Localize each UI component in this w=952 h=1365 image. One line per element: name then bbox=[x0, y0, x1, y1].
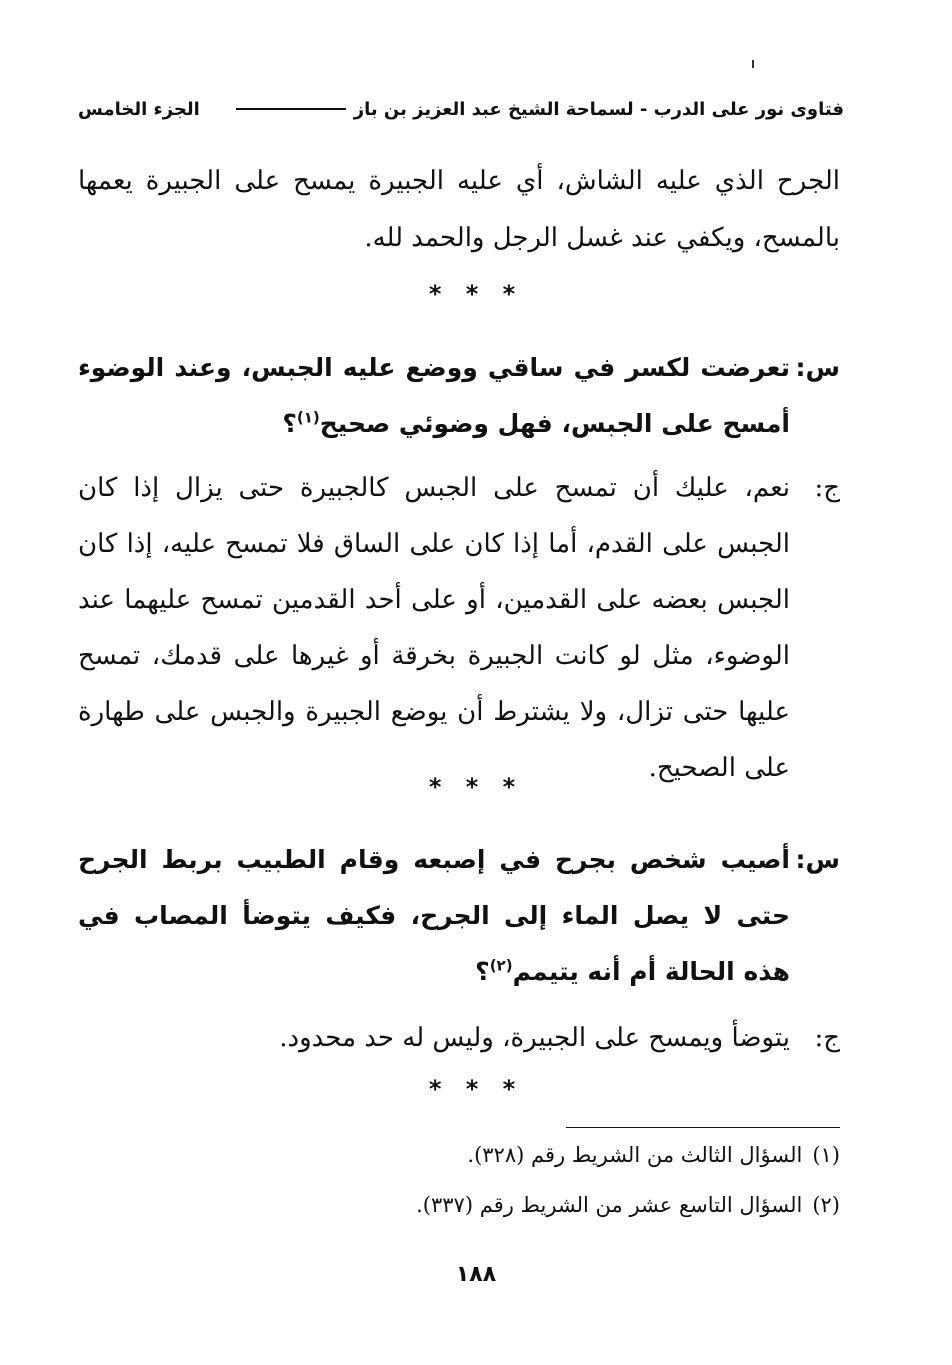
question-2 bbox=[78, 832, 840, 1000]
question-text bbox=[78, 340, 790, 452]
answer-2 bbox=[78, 1010, 840, 1066]
answer-1 bbox=[78, 460, 840, 796]
intro-line-2: بالمسح، ويكفي عند غسل الرجل والحمد لله. bbox=[364, 223, 840, 253]
intro-line-1: الجرح الذي عليه الشاش، أي عليه الجبيرة يمسح على الجبيرة يعمها bbox=[78, 166, 840, 196]
footnote-2 bbox=[78, 1187, 840, 1223]
answer-label: ج: bbox=[814, 1023, 840, 1053]
footnote-ref-1: (١) bbox=[296, 408, 320, 427]
scan-mark bbox=[752, 60, 754, 68]
page-number: ١٨٨ bbox=[455, 1262, 497, 1287]
question-label: س: bbox=[795, 353, 840, 382]
header-volume: الجزء الخامس bbox=[78, 98, 200, 120]
footnote-ref-2: (٢) bbox=[489, 956, 513, 975]
footnote-text: السؤال التاسع عشر من الشريط رقم (٣٣٧). bbox=[416, 1193, 803, 1217]
answer-text: يتوضأ ويمسح على الجبيرة، وليس له حد محدود. bbox=[279, 1023, 790, 1053]
header-rule bbox=[236, 108, 346, 110]
intro-paragraph bbox=[78, 153, 840, 267]
question-mark: ؟ bbox=[475, 957, 490, 986]
question-text bbox=[78, 832, 790, 1000]
footnote-number: (١) bbox=[812, 1143, 840, 1167]
footnote-divider bbox=[566, 1127, 840, 1128]
question-label: س: bbox=[795, 845, 840, 874]
question-body: أصيب شخص بجرح في إصبعه وقام الطبيب بربط الجرح حتى لا يصل الماء إلى الجرح، فكيف يتوضأ المصاب في هذه الحالة أم أنه يتيمم bbox=[78, 845, 790, 986]
section-separator-3: * * * bbox=[428, 1075, 524, 1103]
answer-label: ج: bbox=[814, 473, 840, 503]
footnote-number: (٢) bbox=[812, 1193, 840, 1217]
question-1 bbox=[78, 340, 840, 452]
question-mark: ؟ bbox=[282, 409, 297, 438]
section-separator-1: * * * bbox=[428, 280, 524, 308]
footnote-1 bbox=[78, 1137, 840, 1173]
header-title: فتاوى نور على الدرب - لسماحة الشيخ عبد العزيز بن باز bbox=[353, 98, 844, 120]
answer-text: نعم، عليك أن تمسح على الجبس كالجبيرة حتى يزال إذا كان الجبس على القدم، أما إذا كان على الساق فلا تمسح عليه، إذا كان الجبس بعضه على القدمين، أو على أحد القدمين تمسح عليهما عند الوضوء، مثل لو كانت الجبيرة بخرقة أو غيرها على قدمك، تمسح عليها حتى تزال، ولا يشترط أن يوضع الجبيرة والجبس على طهارة على الصحيح. bbox=[78, 473, 790, 783]
question-body: تعرضت لكسر في ساقي ووضع عليه الجبس، وعند الوضوء أمسح على الجبس، فهل وضوئي صحيح bbox=[78, 353, 790, 438]
running-header bbox=[78, 92, 844, 126]
footnote-text: السؤال الثالث من الشريط رقم (٣٢٨). bbox=[467, 1143, 803, 1167]
section-separator-2: * * * bbox=[428, 773, 524, 801]
